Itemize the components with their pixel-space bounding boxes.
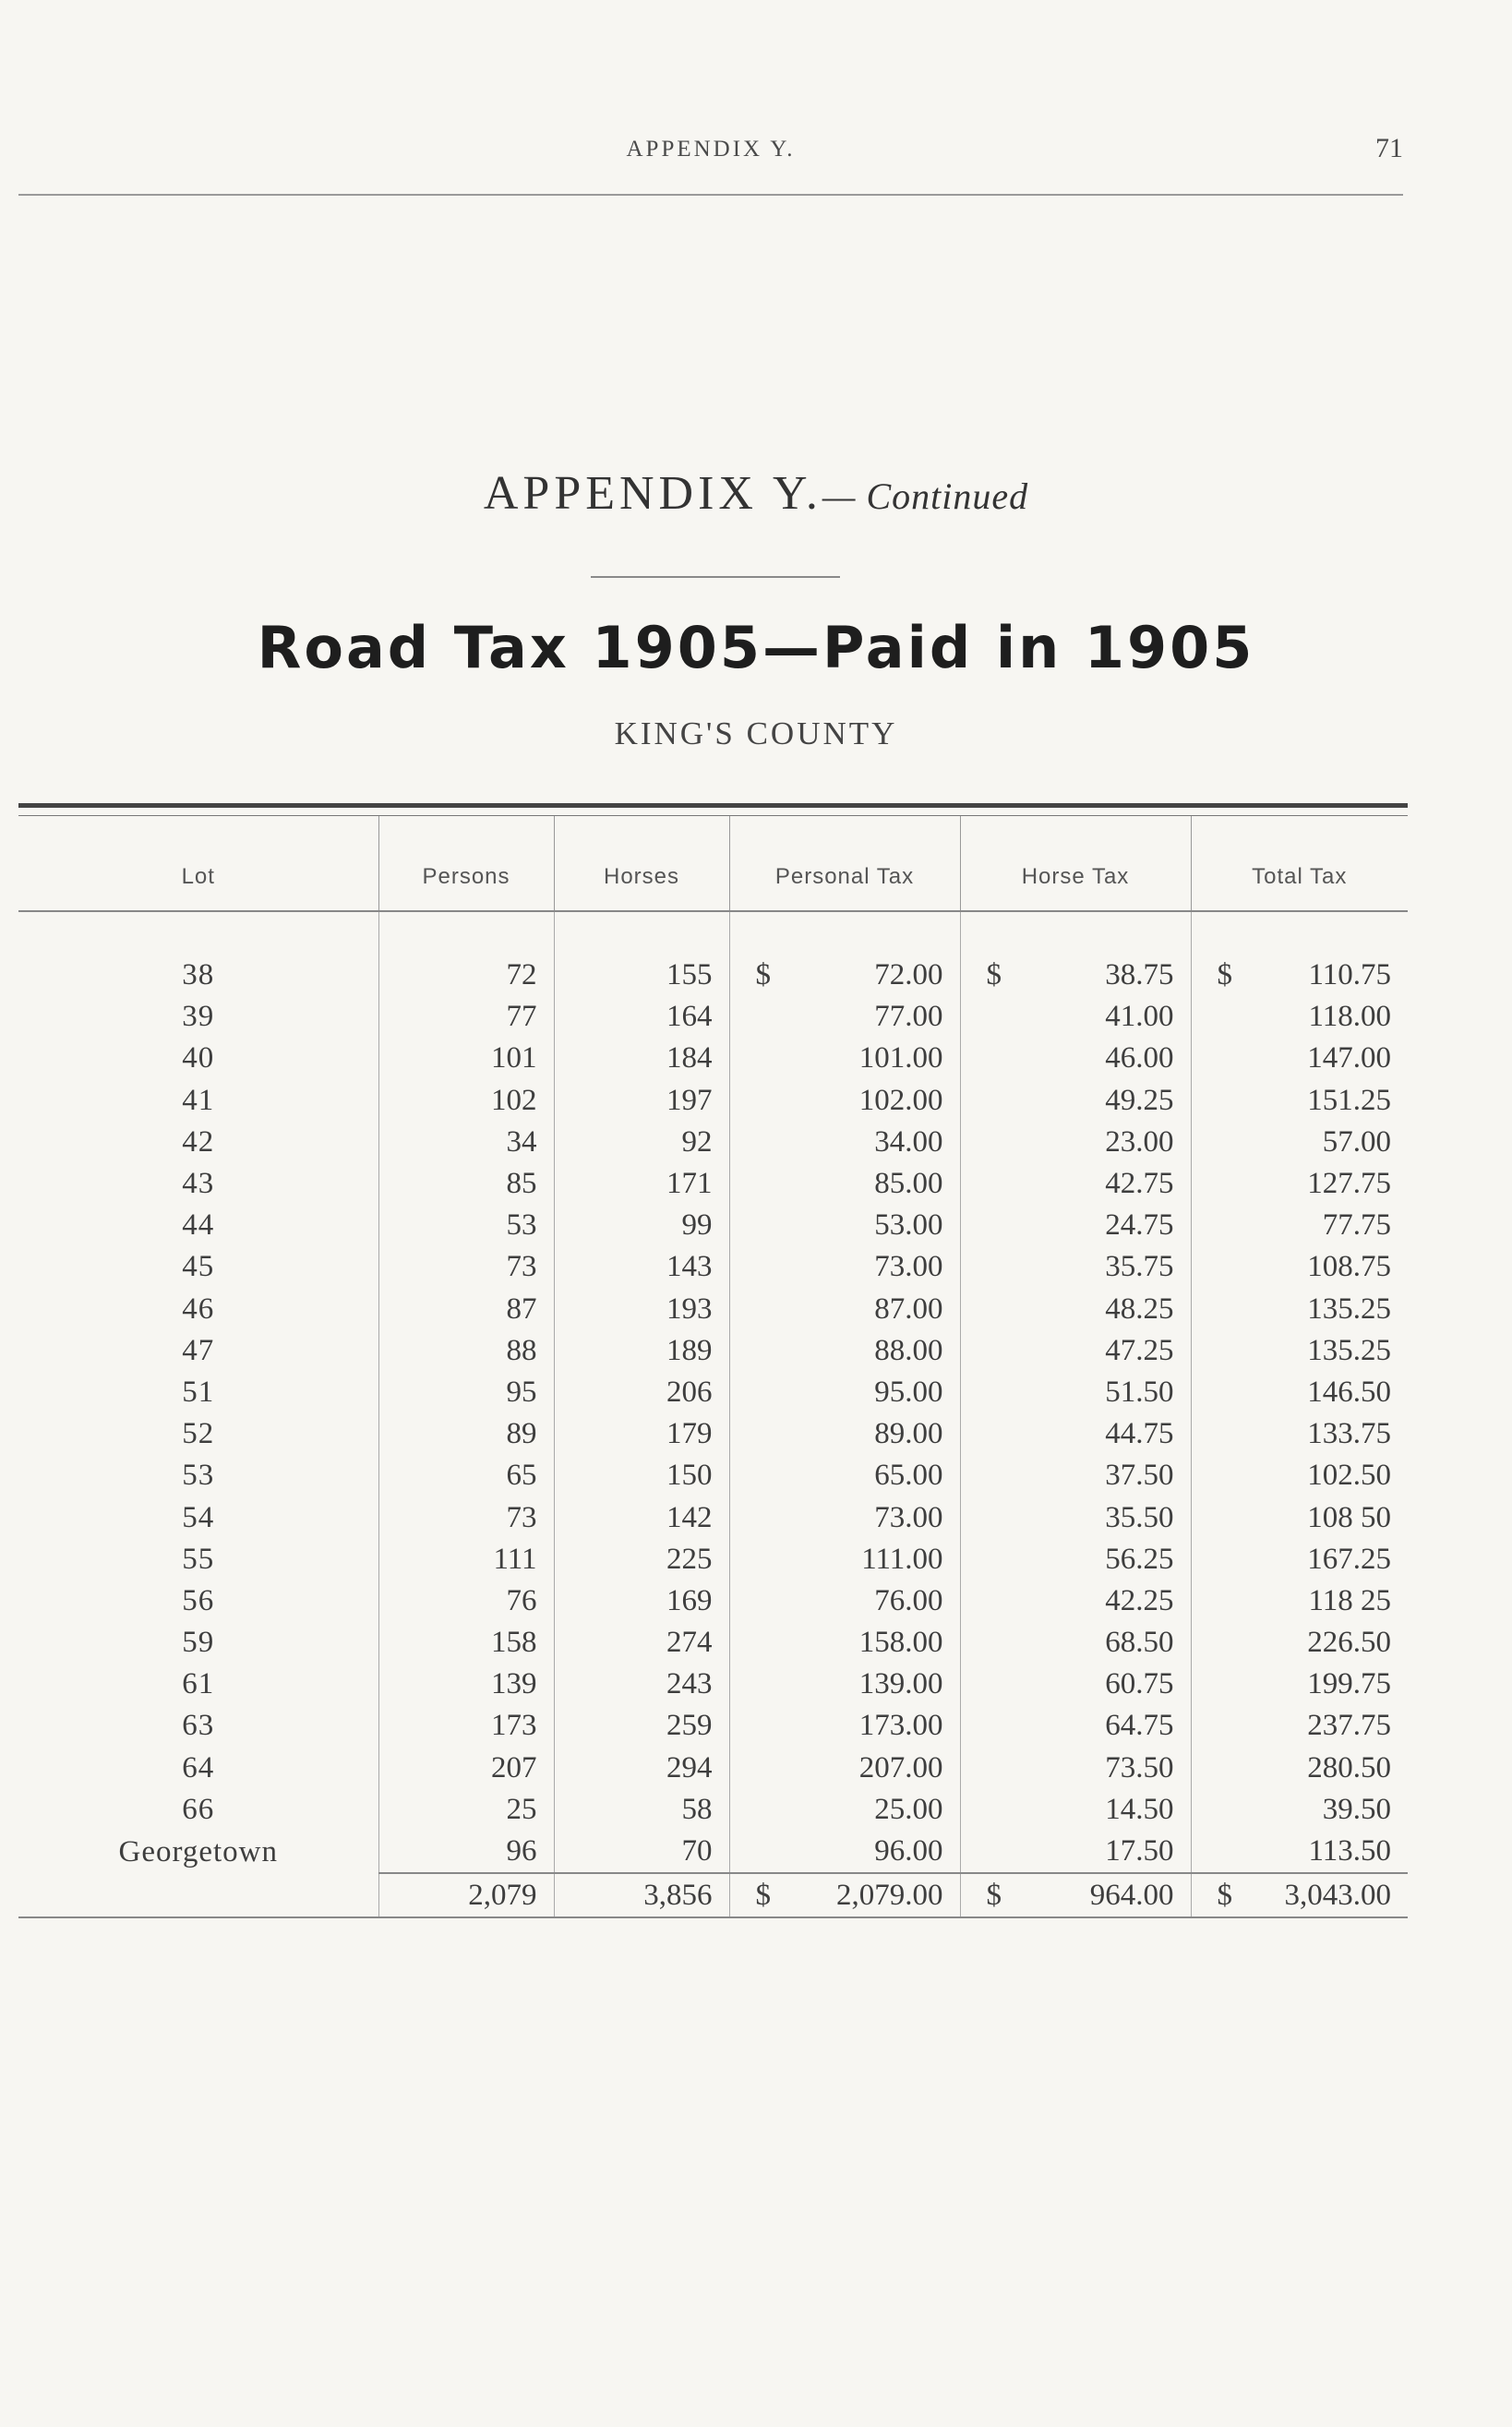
cell-total-tax: 147.00	[1191, 1038, 1408, 1079]
cell-personal-tax: 87.00	[729, 1289, 960, 1330]
column-header-total-tax: Total Tax	[1191, 816, 1408, 911]
running-title: APPENDIX Y.	[626, 137, 796, 162]
cell-personal-tax: 95.00	[729, 1372, 960, 1413]
divider	[591, 576, 840, 578]
cell-horse-tax: 23.00	[960, 1122, 1191, 1163]
cell-persons: 111	[378, 1539, 554, 1580]
cell-horses: 143	[554, 1246, 729, 1288]
road-tax-table-container	[18, 803, 1408, 1918]
cell-personal-tax: 73.00	[729, 1246, 960, 1288]
cell-horses: 150	[554, 1455, 729, 1496]
totals-row	[18, 1873, 1408, 1916]
cell-horse-tax: 68.50	[960, 1622, 1191, 1664]
cell-horse-tax: 44.75	[960, 1413, 1191, 1455]
cell-total-tax: 226.50	[1191, 1622, 1408, 1664]
cell-persons: 88	[378, 1330, 554, 1372]
table-row	[18, 1705, 1408, 1747]
total-total-tax: $ 3,043.00	[1191, 1873, 1408, 1916]
road-tax-table	[18, 816, 1408, 1916]
column-header-persons: Persons	[378, 816, 554, 911]
cell-persons: 207	[378, 1748, 554, 1789]
cell-lot: 66	[182, 1792, 215, 1826]
cell-horses: 294	[554, 1748, 729, 1789]
cell-lot: 54	[182, 1500, 215, 1534]
cell-horse-tax: 56.25	[960, 1539, 1191, 1580]
cell-persons: 139	[378, 1664, 554, 1705]
page-number: 71	[1375, 133, 1403, 163]
cell-lot: 39	[182, 1000, 215, 1034]
cell-lot: 44	[182, 1208, 215, 1243]
cell-horses: 92	[554, 1122, 729, 1163]
total-personal-tax: $ 2,079.00	[729, 1873, 960, 1916]
cell-horse-tax: 49.25	[960, 1080, 1191, 1122]
page-title: Road Tax 1905—Paid in 1905	[257, 614, 1255, 681]
total-horses: 3,856	[554, 1873, 729, 1916]
cell-horses: 171	[554, 1163, 729, 1205]
cell-horses: 197	[554, 1080, 729, 1122]
cell-horse-tax: 41.00	[960, 996, 1191, 1038]
cell-total-tax: 108.75	[1191, 1246, 1408, 1288]
cell-lot: Georgetown	[118, 1834, 279, 1868]
cell-personal-tax: 96.00	[729, 1831, 960, 1873]
table-row	[18, 1330, 1408, 1372]
cell-total-tax: 146.50	[1191, 1372, 1408, 1413]
table-row	[18, 1622, 1408, 1664]
table-header-row	[18, 816, 1408, 911]
cell-horse-tax: 35.75	[960, 1246, 1191, 1288]
cell-total-tax: 127.75	[1191, 1163, 1408, 1205]
cell-persons: 101	[378, 1038, 554, 1079]
cell-personal-tax: 102.00	[729, 1080, 960, 1122]
table-row	[18, 1413, 1408, 1455]
cell-horse-tax: 37.50	[960, 1455, 1191, 1496]
cell-persons: 85	[378, 1163, 554, 1205]
cell-horse-tax: 42.25	[960, 1580, 1191, 1622]
cell-horses: 189	[554, 1330, 729, 1372]
cell-lot: 61	[182, 1667, 215, 1701]
cell-horse-tax: 24.75	[960, 1205, 1191, 1246]
cell-horses: 155	[554, 955, 729, 996]
cell-lot: 64	[182, 1750, 215, 1784]
cell-personal-tax: 111.00	[729, 1539, 960, 1580]
cell-personal-tax: 101.00	[729, 1038, 960, 1079]
table-top-rule	[18, 803, 1408, 816]
cell-personal-tax: 25.00	[729, 1789, 960, 1831]
cell-horses: 259	[554, 1705, 729, 1747]
cell-total-tax: 39.50	[1191, 1789, 1408, 1831]
table-row	[18, 996, 1408, 1038]
cell-horses: 99	[554, 1205, 729, 1246]
cell-horse-tax: 17.50	[960, 1831, 1191, 1873]
cell-total-tax: 133.75	[1191, 1413, 1408, 1455]
cell-horses: 184	[554, 1038, 729, 1079]
cell-horse-tax: 46.00	[960, 1038, 1191, 1079]
appendix-heading	[0, 466, 1512, 521]
cell-persons: 73	[378, 1246, 554, 1288]
currency-symbol: $	[755, 958, 771, 992]
cell-horse-tax: $ 38.75	[960, 955, 1191, 996]
cell-persons: 34	[378, 1122, 554, 1163]
table-row	[18, 1664, 1408, 1705]
cell-personal-tax: 53.00	[729, 1205, 960, 1246]
cell-persons: 25	[378, 1789, 554, 1831]
cell-personal-tax: 65.00	[729, 1455, 960, 1496]
table-row	[18, 1539, 1408, 1580]
cell-personal-tax: 158.00	[729, 1622, 960, 1664]
cell-total-tax: 108 50	[1191, 1496, 1408, 1538]
cell-personal-tax: 77.00	[729, 996, 960, 1038]
cell-horses: 70	[554, 1831, 729, 1873]
cell-persons: 65	[378, 1455, 554, 1496]
page-header	[18, 129, 1403, 196]
column-header-personal-tax: Personal Tax	[729, 816, 960, 911]
cell-horses: 164	[554, 996, 729, 1038]
table-row	[18, 1205, 1408, 1246]
cell-persons: 73	[378, 1496, 554, 1538]
cell-personal-tax: 85.00	[729, 1163, 960, 1205]
cell-horses: 193	[554, 1289, 729, 1330]
continued-label: — Continued	[822, 475, 1029, 517]
table-row	[18, 1789, 1408, 1831]
table-row	[18, 1163, 1408, 1205]
cell-horse-tax: 64.75	[960, 1705, 1191, 1747]
currency-symbol: $	[755, 1878, 771, 1912]
cell-personal-tax: 34.00	[729, 1122, 960, 1163]
cell-lot: 46	[182, 1292, 215, 1326]
table-row	[18, 955, 1408, 996]
cell-lot: 41	[182, 1083, 215, 1117]
cell-persons: 158	[378, 1622, 554, 1664]
cell-horses: 169	[554, 1580, 729, 1622]
cell-horses: 179	[554, 1413, 729, 1455]
cell-horses: 142	[554, 1496, 729, 1538]
cell-lot: 52	[182, 1417, 215, 1451]
cell-lot: 43	[182, 1167, 215, 1201]
table-row	[18, 1748, 1408, 1789]
total-persons: 2,079	[378, 1873, 554, 1916]
cell-total-tax: 151.25	[1191, 1080, 1408, 1122]
cell-persons: 95	[378, 1372, 554, 1413]
cell-horse-tax: 51.50	[960, 1372, 1191, 1413]
table-row	[18, 1455, 1408, 1496]
table-row	[18, 1496, 1408, 1538]
cell-total-tax: 135.25	[1191, 1289, 1408, 1330]
cell-lot: 47	[182, 1333, 215, 1367]
table-spacer-row	[18, 911, 1408, 955]
cell-lot: 53	[182, 1459, 215, 1493]
cell-horse-tax: 14.50	[960, 1789, 1191, 1831]
currency-symbol: $	[986, 958, 1002, 992]
column-header-horses: Horses	[554, 816, 729, 911]
cell-total-tax: 167.25	[1191, 1539, 1408, 1580]
cell-persons: 102	[378, 1080, 554, 1122]
column-header-horse-tax: Horse Tax	[960, 816, 1191, 911]
cell-total-tax: 102.50	[1191, 1455, 1408, 1496]
cell-total-tax: 118 25	[1191, 1580, 1408, 1622]
cell-personal-tax: 89.00	[729, 1413, 960, 1455]
cell-total-tax: 77.75	[1191, 1205, 1408, 1246]
table-body	[18, 911, 1408, 1873]
cell-lot: 51	[182, 1375, 215, 1409]
appendix-label: APPENDIX Y.	[483, 467, 822, 520]
cell-lot: 38	[182, 958, 215, 992]
column-header-lot: Lot	[18, 816, 378, 911]
currency-symbol: $	[986, 1878, 1002, 1912]
cell-total-tax: $ 110.75	[1191, 955, 1408, 996]
currency-symbol: $	[1217, 1878, 1232, 1912]
cell-personal-tax: 88.00	[729, 1330, 960, 1372]
cell-persons: 53	[378, 1205, 554, 1246]
cell-lot: 63	[182, 1709, 215, 1743]
cell-total-tax: 118.00	[1191, 996, 1408, 1038]
cell-persons: 89	[378, 1413, 554, 1455]
cell-personal-tax: $ 72.00	[729, 955, 960, 996]
table-row	[18, 1038, 1408, 1079]
total-horse-tax: $ 964.00	[960, 1873, 1191, 1916]
cell-total-tax: 280.50	[1191, 1748, 1408, 1789]
cell-horses: 58	[554, 1789, 729, 1831]
cell-total-tax: 237.75	[1191, 1705, 1408, 1747]
cell-horses: 206	[554, 1372, 729, 1413]
cell-lot: 40	[182, 1041, 215, 1075]
cell-persons: 96	[378, 1831, 554, 1873]
table-row	[18, 1122, 1408, 1163]
cell-horse-tax: 47.25	[960, 1330, 1191, 1372]
cell-persons: 173	[378, 1705, 554, 1747]
cell-personal-tax: 139.00	[729, 1664, 960, 1705]
table-row	[18, 1372, 1408, 1413]
cell-horse-tax: 48.25	[960, 1289, 1191, 1330]
table-row	[18, 1246, 1408, 1288]
cell-lot: 56	[182, 1583, 215, 1617]
table-row	[18, 1289, 1408, 1330]
table-bottom-rule	[18, 1916, 1408, 1918]
cell-total-tax: 135.25	[1191, 1330, 1408, 1372]
cell-horse-tax: 60.75	[960, 1664, 1191, 1705]
totals-lot-cell	[18, 1873, 378, 1916]
cell-lot: 45	[182, 1250, 215, 1284]
cell-personal-tax: 207.00	[729, 1748, 960, 1789]
cell-horses: 274	[554, 1622, 729, 1664]
cell-horses: 243	[554, 1664, 729, 1705]
table-row	[18, 1580, 1408, 1622]
currency-symbol: $	[1217, 958, 1232, 992]
cell-total-tax: 57.00	[1191, 1122, 1408, 1163]
cell-total-tax: 199.75	[1191, 1664, 1408, 1705]
cell-persons: 72	[378, 955, 554, 996]
cell-lot: 55	[182, 1542, 215, 1576]
cell-total-tax: 113.50	[1191, 1831, 1408, 1873]
cell-horse-tax: 73.50	[960, 1748, 1191, 1789]
cell-personal-tax: 73.00	[729, 1496, 960, 1538]
cell-persons: 87	[378, 1289, 554, 1330]
cell-persons: 76	[378, 1580, 554, 1622]
table-row	[18, 1831, 1408, 1873]
county-subtitle: KING'S COUNTY	[614, 715, 898, 751]
cell-lot: 59	[182, 1626, 215, 1660]
cell-horse-tax: 35.50	[960, 1496, 1191, 1538]
cell-persons: 77	[378, 996, 554, 1038]
cell-personal-tax: 173.00	[729, 1705, 960, 1747]
cell-horses: 225	[554, 1539, 729, 1580]
table-row	[18, 1080, 1408, 1122]
cell-personal-tax: 76.00	[729, 1580, 960, 1622]
cell-lot: 42	[182, 1124, 215, 1159]
cell-horse-tax: 42.75	[960, 1163, 1191, 1205]
